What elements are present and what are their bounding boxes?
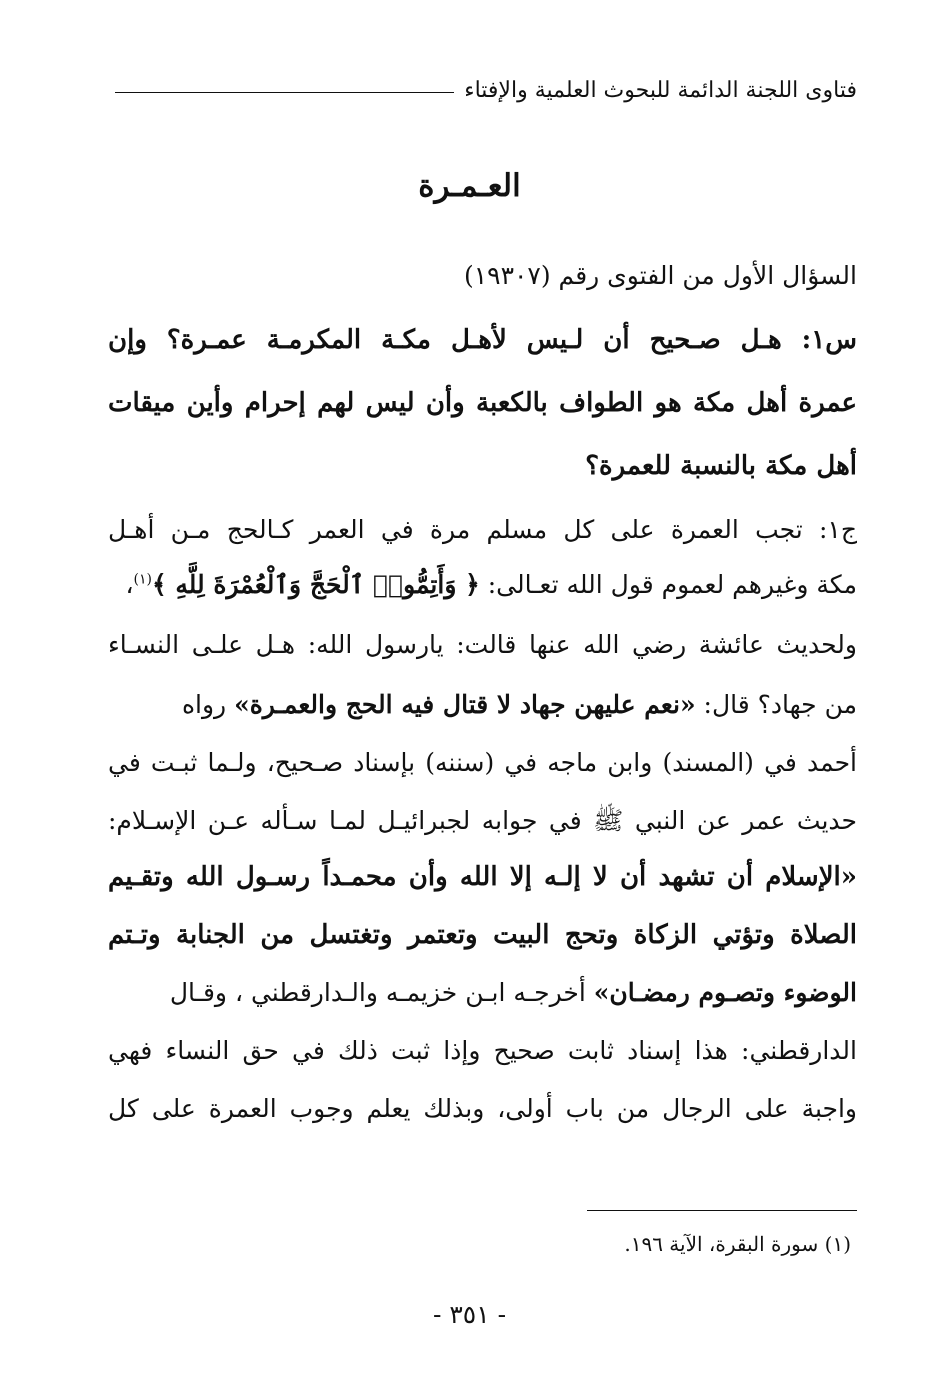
question-line-2: عمرة أهل مكة هو الطواف بالكعبة وأن ليس لهم إحرام وأين ميقات [108, 388, 857, 418]
fatwa-heading: السؤال الأول من الفتوى رقم (١٩٣٠٧) [463, 261, 857, 290]
page-title: العـمـرة [418, 168, 521, 204]
answer-line-8: الصلاة وتؤتي الزكاة وتحج البيت وتعتمر وتغتسل من الجنابة وتـتم [108, 920, 857, 950]
answer-line-9-end: أخرجـه ابـن خزيمـه والـدارقطني ، وقـال [169, 978, 594, 1007]
answer-line-4 [108, 690, 857, 720]
footnote: (١) سورة البقرة، الآية ١٩٦. [624, 1232, 851, 1256]
answer-line-2 [108, 570, 857, 600]
answer-line-4-text: من جهاد؟ قال: [695, 690, 857, 719]
answer-line-2-text: مكة وغيرهم لعموم قول الله تعـالى: [479, 570, 857, 599]
answer-line-9 [108, 978, 857, 1008]
answer-line-2-end: ، [125, 570, 134, 599]
page-number: - ٣٥١ - [432, 1300, 507, 1329]
answer-line-5: أحمد في (المسند) وابن ماجه في (سننه) بإسناد صـحيح، ولـما ثبـت في [108, 748, 857, 777]
answer-line-11: واجبة على الرجال من باب أولى، وبذلك يعلم وجوب العمرة على كل [108, 1094, 857, 1123]
quran-verse: ﴿ وَأَتِمُّوا۟ ٱلْحَجَّ وَٱلْعُمْرَةَ لِلَّهِ ﴾ [152, 570, 480, 599]
hadith-quote-2: الوضوء وتصـوم رمضـان» [593, 978, 857, 1007]
header-title: فتاوى اللجنة الدائمة للبحوث العلمية والإفتاء [464, 77, 857, 103]
answer-line-6: حديث عمر عن النبي ﷺ في جوابه لجبرائيـل لمـا سـأله عـن الإسـلام: [108, 806, 857, 835]
answer-line-1: ج١: تجب العمرة على كل مسلم مرة في العمر كـالحج مـن أهـل [108, 515, 857, 544]
answer-line-10: الدارقطني: هذا إسناد ثابت صحيح وإذا ثبت ذلك في حق النساء فهي [108, 1036, 857, 1065]
footnote-rule [587, 1210, 857, 1211]
answer-line-3: ولحديث عائشة رضي الله عنها قالت: يارسول الله: هـل علـى النسـاء [108, 630, 857, 659]
answer-line-7: «الإسلام أن تشهد أن لا إلـه إلا الله وأن محمـداً رسـول الله وتقـيم [108, 862, 857, 892]
question-line-1: س١: هـل صـحيح أن لـيس لأهـل مكـة المكرمـة عمـرة؟ وإن [108, 325, 857, 355]
answer-line-4-end: رواه [181, 690, 235, 719]
footnote-ref: (١) [133, 571, 153, 588]
header-rule [115, 92, 454, 93]
hadith-quote-1: «نعم عليهن جهاد لا قتال فيه الحج والعمـرة» [234, 690, 696, 719]
question-line-3: أهل مكة بالنسبة للعمرة؟ [585, 451, 857, 481]
running-header [115, 70, 857, 110]
